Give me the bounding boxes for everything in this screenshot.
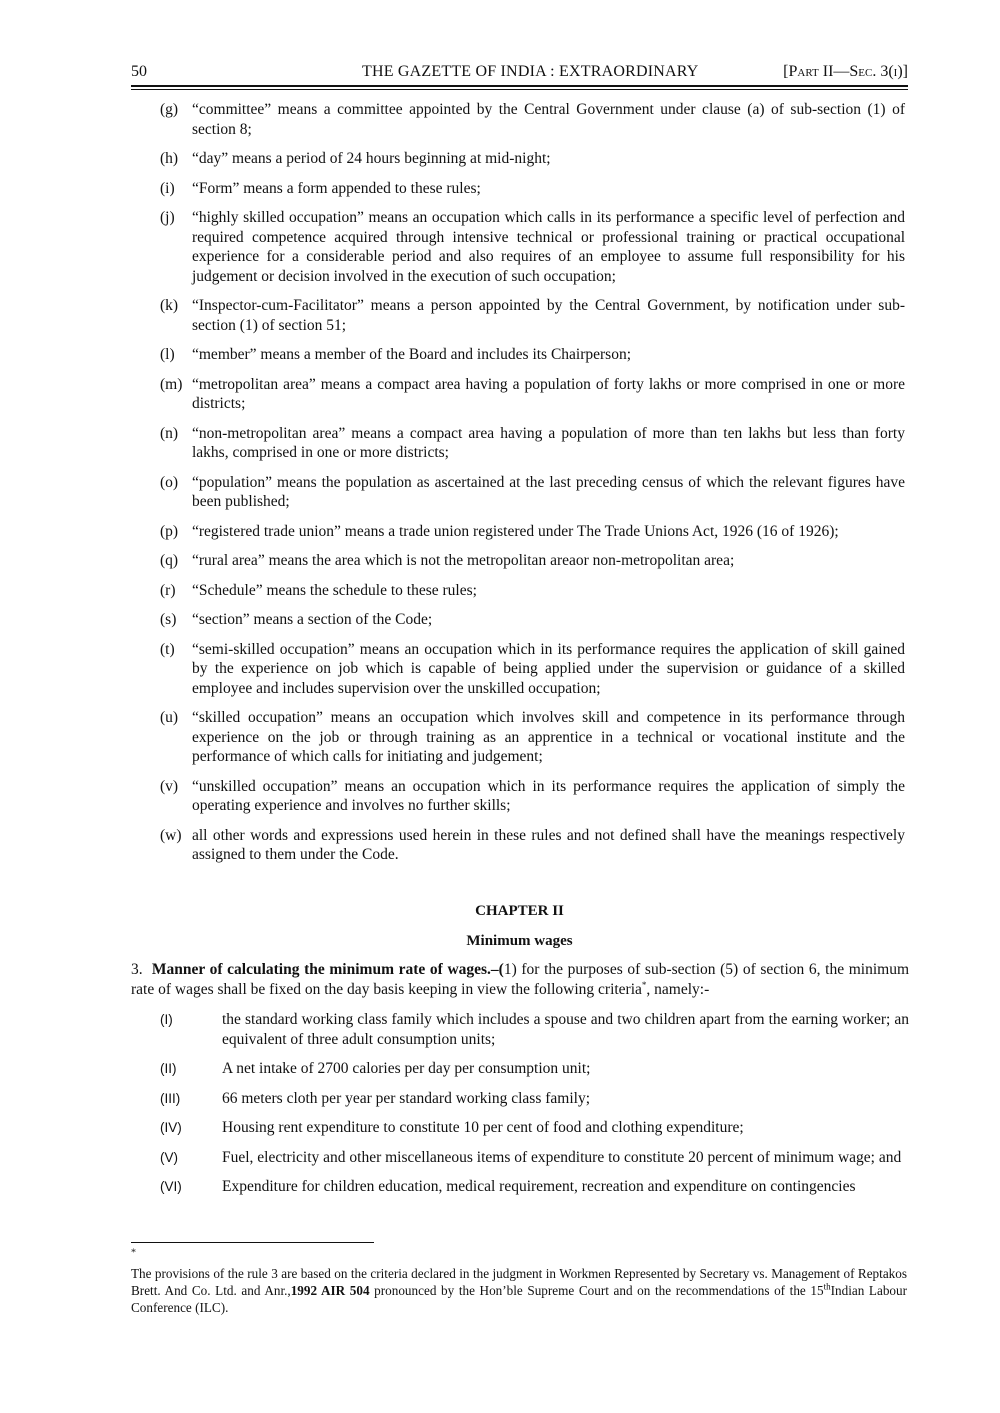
definition-label: (w): [160, 826, 182, 844]
footnote: [131, 1248, 907, 1316]
footnote-divider: [131, 1242, 374, 1243]
definition-label: (u): [160, 709, 179, 726]
gazette-title: THE GAZETTE OF INDIA : EXTRAORDINARY: [362, 63, 699, 80]
page-number: 50: [131, 63, 147, 80]
definition-item: [160, 296, 905, 335]
definition-text: “registered trade union” means a trade union registered under The Trade Unions Act, 1926 (16 of 1926);: [192, 522, 839, 540]
definition-text: “committee” means a committee appointed by the Central Government under clause (a) of sub-section (1) of section 8;: [192, 101, 905, 138]
criteria-item: [160, 1010, 909, 1049]
criteria-text: 66 meters cloth per year per standard working class family;: [222, 1089, 591, 1107]
definition-text: “unskilled occupation” means an occupation which in its performance requires the application of simply the operating experience and involves no further skills;: [192, 777, 905, 814]
definition-label: (j): [160, 209, 175, 226]
definition-label: (h): [160, 150, 179, 167]
definition-label: (k): [160, 297, 179, 314]
definition-item: [160, 208, 905, 286]
criteria-list: [160, 1010, 909, 1207]
definition-item: [160, 640, 905, 699]
header-rule-thin: [131, 89, 908, 90]
definition-item: [160, 581, 905, 601]
definition-label: (v): [160, 777, 179, 795]
definition-item: [160, 522, 905, 542]
rule-text-end: , namely:-: [646, 980, 710, 998]
definition-label: (n): [160, 424, 179, 442]
definition-text: “member” means a member of the Board and includes its Chairperson;: [192, 346, 632, 363]
definition-item: [160, 708, 905, 767]
rule-number: 3.: [131, 961, 143, 978]
definition-label: (p): [160, 522, 179, 540]
definition-item: [160, 473, 905, 512]
definition-text: all other words and expressions used herein in these rules and not defined shall have the meanings respectively assigned to them under the Code.: [192, 826, 905, 863]
definition-label: (t): [160, 640, 175, 658]
definition-label: (s): [160, 611, 177, 628]
criteria-item: [160, 1177, 909, 1197]
criteria-item: [160, 1059, 909, 1079]
definition-item: [160, 100, 905, 139]
definition-label: (l): [160, 346, 175, 363]
criteria-label: (III): [160, 1090, 181, 1106]
definition-text: “metropolitan area” means a compact area having a population of forty lakhs or more comprised in one or more districts;: [192, 375, 905, 412]
rule-heading: Manner of calculating the minimum rate of wages.–(: [151, 961, 504, 978]
footnote-text: The provisions of the rule 3 are based on the criteria declared in the judgment in Workmen Represented by Secretary vs. Management of Reptakos Brett. And Co. Ltd. and Anr.,: [131, 1266, 907, 1298]
definition-text: “Schedule” means the schedule to these rules;: [192, 581, 477, 599]
definition-text: “section” means a section of the Code;: [192, 611, 433, 628]
definition-text: “non-metropolitan area” means a compact area having a population of more than ten lakhs but less than forty lakhs, comprised in one or more districts;: [192, 424, 905, 461]
footnote-marker[interactable]: *: [641, 979, 647, 990]
footnote-ordinal: th: [823, 1281, 831, 1292]
definition-text: “skilled occupation” means an occupation which involves skill and competence in its performance through experience on the job or through training as an apprentice in a technical or vocational institute and the performance of which calls for initiating and judgement;: [192, 709, 905, 765]
definition-label: (r): [160, 581, 176, 599]
chapter-title: CHAPTER II: [475, 903, 564, 919]
definition-text: “population” means the population as ascertained at the last preceding census of which the relevant figures have been published;: [192, 473, 905, 510]
header-rule-thick: [131, 85, 908, 87]
criteria-item: [160, 1089, 909, 1109]
part-section-label: [Part II—Sec. 3(i)]: [783, 63, 908, 80]
criteria-label: (VI): [160, 1179, 182, 1194]
criteria-text: Housing rent expenditure to constitute 10 per cent of food and clothing expenditure;: [222, 1119, 744, 1136]
definition-item: [160, 777, 905, 816]
definition-item: [160, 424, 905, 463]
criteria-item: [160, 1148, 909, 1168]
criteria-text: A net intake of 2700 calories per day per consumption unit;: [222, 1060, 591, 1077]
definition-text: “highly skilled occupation” means an occupation which calls in its performance a specific level of perfection and required competence acquired through intensive technical or professional training or practical occupational experience for a considerable period and also requires of an employee to assume full responsibility for his judgement or decision involved in the execution of such occupation;: [192, 209, 905, 285]
criteria-item: [160, 1118, 909, 1138]
criteria-text: Expenditure for children education, medical requirement, recreation and expenditure on contingencies: [222, 1178, 856, 1195]
footnote-text-end: Indian Labour Conference (ILC).: [131, 1283, 907, 1315]
definition-label: (o): [160, 473, 179, 491]
definition-text: “day” means a period of 24 hours beginning at mid-night;: [192, 150, 551, 167]
definition-item: [160, 551, 905, 571]
footnote-text-cont: pronounced by the Hon’ble Supreme Court and on the recommendations of the 15: [369, 1283, 824, 1298]
definition-text: “Form” means a form appended to these rules;: [192, 179, 481, 197]
footnote-citation: 1992 AIR 504: [290, 1283, 370, 1298]
definition-text: “Inspector-cum-Facilitator” means a person appointed by the Central Government, by notification under sub-section (1) of section 51;: [192, 297, 905, 334]
criteria-label: (I): [160, 1012, 173, 1027]
definition-item: [160, 375, 905, 414]
definition-text: “rural area” means the area which is not the metropolitan areaor non-metropolitan area;: [192, 552, 735, 569]
criteria-text: Fuel, electricity and other miscellaneous items of expenditure to constitute 20 percent of minimum wage; and: [222, 1148, 902, 1166]
definition-item: [160, 826, 905, 865]
criteria-label: (V): [160, 1149, 178, 1165]
definition-label: (q): [160, 552, 179, 569]
criteria-label: (IV): [160, 1120, 182, 1135]
definition-label: (g): [160, 101, 179, 118]
definition-item: [160, 345, 905, 365]
criteria-text: the standard working class family which includes a spouse and two children apart from the earning worker; an equivalent of three adult consumption units;: [222, 1011, 909, 1048]
definition-item: [160, 149, 905, 169]
definition-item: [160, 610, 905, 630]
page-header: [131, 62, 908, 84]
rule-text: 1) for the purposes of sub-section (5) of section 6, the minimum rate of wages shall be fixed on the day basis keeping in view the following criteria: [131, 961, 909, 998]
criteria-label: (II): [160, 1061, 177, 1076]
definition-item: [160, 179, 905, 199]
footnote-symbol: *: [131, 1247, 136, 1259]
chapter-subtitle: Minimum wages: [466, 933, 573, 949]
definitions-list: [160, 100, 905, 875]
definition-label: (m): [160, 375, 183, 393]
rule-3-paragraph: [131, 960, 909, 999]
definition-label: (i): [160, 179, 175, 197]
definition-text: “semi-skilled occupation” means an occupation which in its performance requires the application of skill gained by the experience on job which is capable of being applied under the supervision or guidance of a skilled employee and includes supervision over the unskilled occupation;: [192, 640, 905, 697]
